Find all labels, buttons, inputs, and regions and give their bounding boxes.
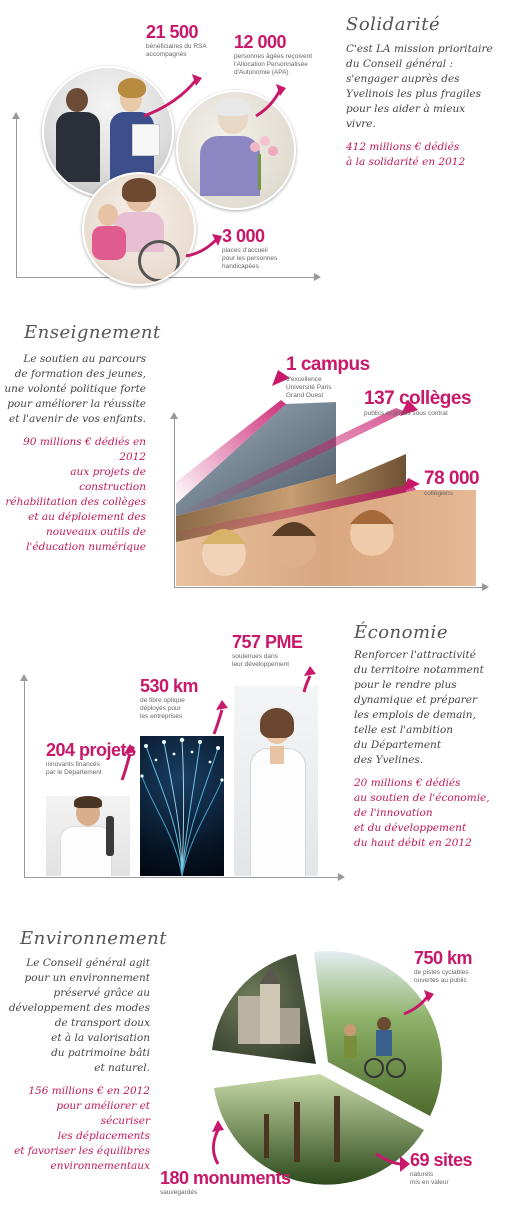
solidarite-budget-1: 412 millions € dédiés xyxy=(346,141,460,153)
stat-handicap xyxy=(222,226,277,271)
stat-sites-value: 69 sites xyxy=(410,1150,473,1170)
environnement-line-8: et naturel. xyxy=(94,1062,150,1074)
stat-handicap-desc-3: handicapées xyxy=(222,263,259,270)
economie-budget-2: au soutien de l'économie, xyxy=(354,792,490,804)
economie-budget-1: 20 millions € dédiés xyxy=(354,777,461,789)
solidarite-line-4: Yvelinois les plus fragiles xyxy=(346,88,482,100)
y-axis-arrow-icon xyxy=(20,674,28,681)
arrow-collegiens-icon xyxy=(400,476,422,494)
stat-rsa xyxy=(146,22,207,59)
enseignement-line-4: pour améliorer la réussite xyxy=(7,398,146,410)
photo-businesswoman xyxy=(234,686,318,876)
stat-projets xyxy=(46,740,136,777)
stat-fibre-desc-3: les entreprises xyxy=(140,713,183,720)
economie-line-6: telle est l'ambition xyxy=(354,724,454,736)
solidarite-line-6: vivre. xyxy=(346,118,376,130)
economie-line-8: des Yvelines. xyxy=(354,754,424,766)
stat-pistes-value: 750 km xyxy=(414,948,473,968)
economie-line-3: pour le rendre plus xyxy=(354,679,457,691)
stat-collegiens xyxy=(424,468,479,498)
enseignement-budget-5: nouveaux outils de xyxy=(46,526,146,538)
environnement-line-2: pour un environnement xyxy=(24,972,150,984)
stat-pme-value: 757 PME xyxy=(232,632,303,652)
enseignement-title: Enseignement xyxy=(24,322,161,343)
stat-rsa-desc-1: bénéficiaires du RSA xyxy=(146,43,207,50)
economie-line-5: les emplois de demain, xyxy=(354,709,476,721)
economie-line-2: du territoire notamment xyxy=(354,664,484,676)
y-axis xyxy=(16,118,17,278)
arrow-monuments-icon xyxy=(204,1118,234,1168)
solidarite-line-1: C'est LA mission prioritaire xyxy=(346,43,493,55)
economie-budget-5: du haut débit en 2012 xyxy=(354,837,472,849)
photo-fiber-optic xyxy=(140,736,224,876)
solidarite-budget-2: à la solidarité en 2012 xyxy=(346,156,466,168)
enseignement-budget-4: et au déploiement des xyxy=(28,511,146,523)
economie-line-4: dynamique et préparer xyxy=(354,694,477,706)
solidarite-title: Solidarité xyxy=(346,14,441,35)
stat-fibre-desc-2: déployés pour xyxy=(140,705,181,712)
enseignement-budget-2: aux projets de construction xyxy=(70,466,146,493)
enseignement-budget-3: réhabilitation des collèges xyxy=(5,496,146,508)
stat-apa-desc-3: d'Autonomie (APA) xyxy=(234,69,289,76)
environnement-text xyxy=(4,956,150,1174)
x-axis xyxy=(174,587,484,588)
arrow-fibre-icon xyxy=(206,700,236,736)
stat-pme xyxy=(232,632,303,669)
stat-sites-desc-2: mis en valeur xyxy=(410,1179,449,1186)
stat-apa-desc-1: personnes âgées reçoivent xyxy=(234,53,313,60)
stat-monuments-value: 180 monuments xyxy=(160,1168,291,1188)
environnement-line-4: développement des modes xyxy=(8,1002,150,1014)
stat-sites xyxy=(410,1150,472,1187)
stat-collegiens-desc-1: collégiens xyxy=(424,490,453,497)
environnement-line-1: Le Conseil général agit xyxy=(26,957,150,969)
environnement-budget-3: les déplacements xyxy=(57,1130,150,1142)
stat-projets-desc-2: par le Département xyxy=(46,769,102,776)
y-axis-arrow-icon xyxy=(12,112,20,119)
stat-monuments-desc-1: sauvegardés xyxy=(160,1189,198,1196)
environnement-line-5: de transport doux xyxy=(54,1017,150,1029)
y-axis xyxy=(24,680,25,878)
photo-mother-child-wheelchair xyxy=(82,172,196,286)
enseignement-line-5: et l'avenir de vos enfants. xyxy=(9,413,146,425)
environnement-title: Environnement xyxy=(20,928,167,949)
stat-handicap-value: 3 000 xyxy=(222,226,265,246)
stat-handicap-desc-1: places d'accueil xyxy=(222,247,268,254)
stat-handicap-desc-2: pour les personnes xyxy=(222,255,278,262)
enseignement-line-2: de formation des jeunes, xyxy=(14,368,146,380)
solidarite-line-3: s'engager auprès des xyxy=(346,73,460,85)
stat-campus-desc-3: Grand Ouest xyxy=(286,392,324,399)
economie-text xyxy=(354,648,510,851)
solidarite-text xyxy=(346,42,506,170)
stat-apa-desc-2: l'Allocation Personnalisée xyxy=(234,61,308,68)
arrow-rsa-icon xyxy=(140,70,210,120)
x-axis xyxy=(24,877,340,878)
solidarite-line-5: pour les aider à mieux xyxy=(346,103,466,115)
stat-rsa-value: 21 500 xyxy=(146,22,199,42)
arrow-pme-icon xyxy=(294,666,324,694)
environnement-line-6: et à la valorisation xyxy=(51,1032,150,1044)
stat-pistes xyxy=(414,948,472,985)
stat-fibre xyxy=(140,676,198,721)
enseignement-line-1: Le soutien au parcours xyxy=(23,353,146,365)
economie-line-1: Renforcer l'attractivité xyxy=(354,649,476,661)
environnement-budget-1: 156 millions € en 2012 xyxy=(28,1085,150,1097)
x-axis-arrow-icon xyxy=(338,873,345,881)
stat-projets-value: 204 projets xyxy=(46,740,136,760)
stat-projets-desc-1: innovants financés xyxy=(46,761,100,768)
economie-budget-3: de l'innovation xyxy=(354,807,433,819)
environnement-budget-2: pour améliorer et sécuriser xyxy=(56,1100,150,1127)
arrow-apa-icon xyxy=(250,80,290,120)
arrow-handicap-icon xyxy=(182,230,226,260)
stat-rsa-desc-2: accompagnés xyxy=(146,51,187,58)
stat-campus-value: 1 campus xyxy=(286,354,370,375)
stat-apa-value: 12 000 xyxy=(234,32,287,52)
environnement-budget-5: environnementaux xyxy=(50,1160,150,1172)
environnement-budget-4: et favoriser les équilibres xyxy=(14,1145,150,1157)
stat-pistes-desc-1: de pistes cyclables xyxy=(414,969,469,976)
enseignement-text xyxy=(4,352,146,555)
stat-fibre-desc-1: de fibre optique xyxy=(140,697,185,704)
stat-fibre-value: 530 km xyxy=(140,676,199,696)
stat-colleges-value: 137 collèges xyxy=(364,388,472,409)
stat-campus-desc-2: Université Paris xyxy=(286,384,332,391)
stat-pme-desc-1: soutenues dans xyxy=(232,653,278,660)
enseignement-line-3: une volonté politique forte xyxy=(4,383,146,395)
stat-sites-desc-1: naturels xyxy=(410,1171,434,1178)
arrow-sites-icon xyxy=(372,1150,412,1174)
stat-monuments xyxy=(160,1168,291,1197)
x-axis-arrow-icon xyxy=(314,273,321,281)
solidarite-line-2: du Conseil général : xyxy=(346,58,454,70)
stat-apa xyxy=(234,32,312,77)
stat-campus xyxy=(286,354,370,400)
x-axis-arrow-icon xyxy=(482,583,489,591)
economie-line-7: du Département xyxy=(354,739,442,751)
stat-collegiens-value: 78 000 xyxy=(424,468,480,489)
economie-budget-4: et du développement xyxy=(354,822,467,834)
stat-colleges-desc-1: publics et privés sous contrat xyxy=(364,410,448,417)
stat-pme-desc-2: leur développement xyxy=(232,661,290,668)
stat-pistes-desc-2: ouvertes au public xyxy=(414,977,467,984)
economie-title: Économie xyxy=(354,622,448,643)
stat-campus-desc-1: d'excellence xyxy=(286,376,322,383)
photo-lab-microscope xyxy=(46,796,130,876)
stat-colleges xyxy=(364,388,471,418)
enseignement-budget-1: 90 millions € dédiés en 2012 xyxy=(23,436,146,463)
arrow-pistes-icon xyxy=(400,988,436,1018)
y-axis xyxy=(174,418,175,588)
environnement-line-7: du patrimoine bâti xyxy=(51,1047,150,1059)
enseignement-budget-6: l'éducation numérique xyxy=(26,541,146,553)
environnement-line-3: préservé grâce au xyxy=(53,987,150,999)
